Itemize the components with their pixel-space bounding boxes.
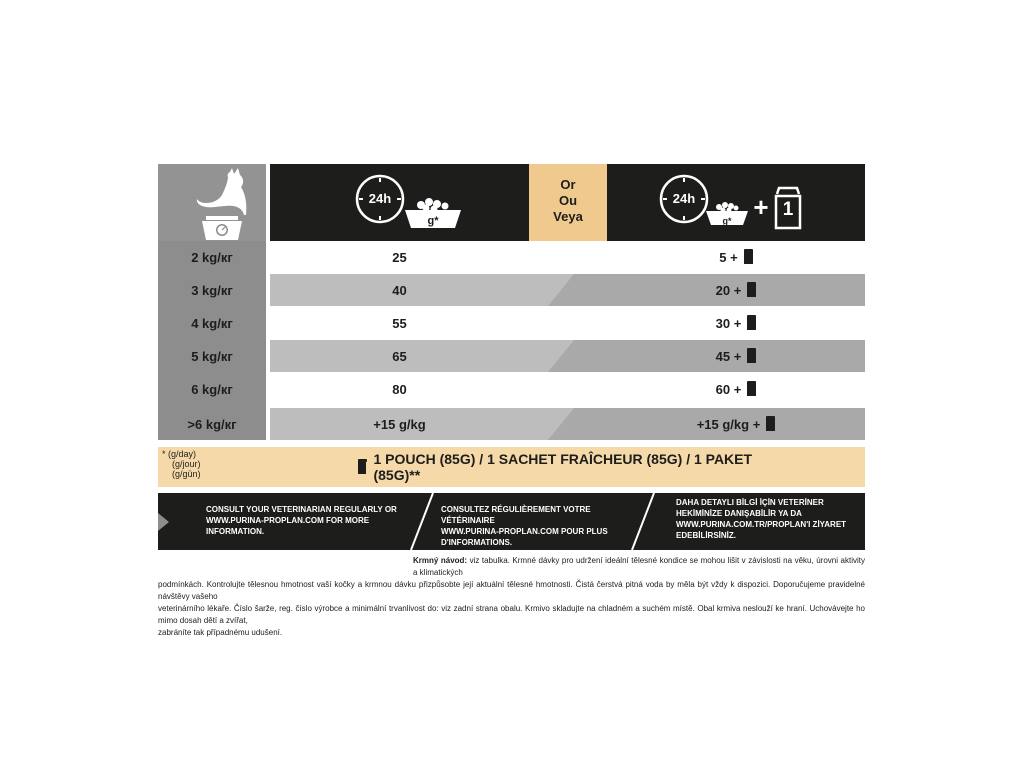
one-label: 1 [782, 199, 794, 220]
row-mixed-text: 60 + [715, 381, 742, 397]
notes-line4: zabráníte tak případnému udušení. [158, 628, 283, 637]
pouch-icon [747, 383, 756, 396]
pouch-icon [747, 350, 756, 363]
pouch-legend-text: 1 POUCH (85G) / 1 SACHET FRAÎCHEUR (85G) / 1 PAKET (85G)** [373, 451, 753, 483]
footer-en-line2: WWW.PURINA-PROPLAN.COM FOR MORE [206, 516, 370, 525]
row-weight: 5 kg/кг [191, 348, 233, 364]
row-weight: 4 kg/кг [191, 315, 233, 331]
row-weight: 3 kg/кг [191, 282, 233, 298]
ou-label: Ou [558, 192, 578, 208]
row-mixed-value [607, 307, 865, 339]
notes-label: Krmný návod: [413, 556, 468, 565]
footer-en-line1: CONSULT YOUR VETERINARIAN REGULARLY OR [206, 505, 397, 514]
unit-legend [162, 449, 222, 479]
footer-tr-line4: EDEBİLİRSİNİZ. [676, 531, 737, 540]
gram-label-2: g* [722, 216, 732, 226]
footer-en [206, 504, 411, 537]
row-mixed-text: +15 g/kg + [696, 416, 761, 432]
footer-fr-line1: CONSULTEZ RÉGULIÈREMENT VOTRE VÉTÉRINAIRE [441, 505, 591, 525]
row-mixed-value [607, 274, 865, 306]
unit-legend-day: * (g/day) [162, 449, 197, 459]
veya-label: Veya [553, 208, 583, 224]
feeding-notes [158, 555, 865, 639]
row-dry-value: 25 [392, 249, 407, 265]
notes-line3: veterinárního lékaře. Číslo šarže, reg. číslo výrobce a minimální trvanlivost do: viz zadní strana obalu. Krmivo skladujte na chladném a suchém místě. Obal krmiva neslouží ke hraní. Uchovávejte ho mimo dosah dětí a zvířat, [158, 604, 865, 625]
footer-tr-line2: HEKİMİNİZE DANIŞABİLİR YA DA [676, 509, 802, 518]
row-mixed-text: 30 + [715, 315, 742, 331]
footer-fr-line3: D'INFORMATIONS. [441, 538, 513, 547]
footer-tr-line1: DAHA DETAYLI BİLGİ İÇİN VETERİNER [676, 498, 824, 507]
pouch-legend-icon [358, 461, 366, 474]
row-mixed-value [607, 408, 865, 440]
footer-tr [676, 497, 861, 541]
row-dry-value: 40 [392, 282, 407, 298]
row-mixed-text: 5 + [719, 249, 738, 265]
footer-tr-line3: WWW.PURINA.COM.TR/PROPLAN'I ZİYARET [676, 520, 847, 529]
unit-legend-jour: (g/jour) [172, 459, 201, 469]
pouch-icon [747, 317, 756, 330]
row-mixed-text: 45 + [715, 348, 742, 364]
pouch-icon [744, 251, 753, 264]
row-weight: >6 kg/кг [187, 416, 237, 432]
row-mixed-value [607, 340, 865, 372]
cat-on-scale-icon [172, 168, 252, 240]
pouch-icon [766, 418, 775, 431]
row-mixed-value [607, 241, 865, 273]
notes-line1: viz tabulka. Krmné dávky pro udržení ideální tělesné kondice se mohou lišit v závislosti na věku, úrovni aktivity a klimatických [413, 556, 865, 577]
row-dry-value: +15 g/kg [373, 416, 426, 432]
plus-label: + [753, 191, 769, 222]
row-weight: 6 kg/кг [191, 381, 233, 397]
row-dry-value: 55 [392, 315, 407, 331]
row-dry-value: 80 [392, 381, 407, 397]
footer-fr-line2: WWW.PURINA-PROPLAN.COM POUR PLUS [441, 527, 608, 536]
row-weight: 2 kg/кг [191, 249, 233, 265]
clock-label: 24h [368, 190, 392, 206]
or-label: Or [560, 176, 576, 192]
unit-legend-gun: (g/gün) [172, 469, 201, 479]
notes-line2: podmínkách. Kontrolujte tělesnou hmotnost vaší kočky a krmnou dávku přizpůsobte její aktuální tělesné hmotnosti. Čistá čerstvá pitná voda by měla být vždy k dispozici. Doporučujeme pravidelné návštěvy vašeho [158, 580, 865, 601]
row-mixed-text: 20 + [715, 282, 742, 298]
footer-en-line3: INFORMATION. [206, 527, 265, 536]
pouch-legend [358, 447, 778, 487]
footer-fr [441, 504, 631, 548]
feeding-table [158, 164, 865, 550]
clock-label-2: 24h [672, 190, 696, 206]
row-dry-value: 65 [392, 348, 407, 364]
gram-label: g* [427, 215, 439, 227]
row-mixed-value [607, 373, 865, 405]
pouch-icon [747, 284, 756, 297]
